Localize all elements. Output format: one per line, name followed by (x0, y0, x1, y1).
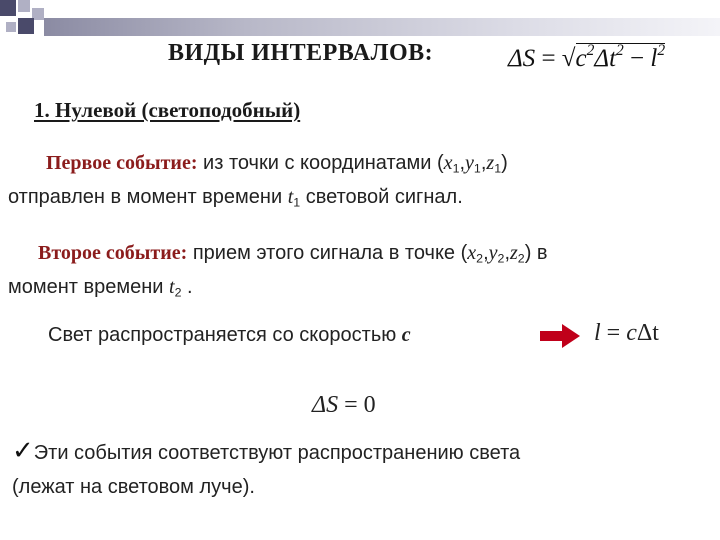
ds-symbol: ΔS (312, 392, 339, 418)
event2-y: y (488, 242, 498, 264)
path-c: c (626, 320, 637, 346)
event2-y-sub: 2 (497, 251, 505, 266)
event1-comma: , (459, 152, 466, 174)
header-decoration (0, 0, 720, 40)
event2-comma: , (483, 242, 489, 264)
event1-text2: отправлен в момент времени (8, 186, 288, 208)
ds-eq: = 0 (338, 392, 376, 418)
conclusion-line2: (лежат на световом луче). (12, 476, 255, 498)
event2-text1: прием этого сигнала в точке ( (187, 242, 468, 264)
event1-y: y (465, 152, 474, 174)
event2-close: ) (524, 242, 532, 264)
formula-l-exp: 2 (657, 42, 666, 59)
deco-square (18, 0, 30, 12)
deco-square (0, 0, 16, 16)
formula-eq: = (535, 44, 562, 72)
light-speed-line (48, 324, 411, 347)
right-arrow-icon (540, 324, 580, 348)
formula-l: l (650, 44, 658, 72)
event2-x: x (467, 242, 477, 264)
formula-c: c (575, 44, 587, 72)
event2-label: Второе событие: (38, 242, 188, 264)
check-mark-icon: ✓ (12, 436, 34, 466)
section-heading: 1. Нулевой (светоподобный) (34, 98, 301, 122)
event2-line2 (8, 276, 193, 300)
event1-x: x (443, 152, 453, 174)
light-text: Свет распространяется со скоростью (48, 324, 402, 346)
deco-square (18, 18, 34, 34)
sqrt-sign: √ (561, 44, 576, 72)
event2-x-sub: 2 (476, 251, 484, 266)
event2-z-sub: 2 (517, 251, 525, 266)
event1-text3: световой сигнал. (300, 186, 463, 208)
event1-y-sub: 1 (473, 161, 481, 176)
formula-ds: ΔS (508, 44, 536, 72)
event2-t-sub: 2 (174, 285, 182, 300)
event2-text1b: в (531, 242, 548, 264)
formula-minus: − (623, 44, 651, 72)
event1-line2 (8, 186, 463, 210)
event1-z: z (486, 152, 495, 174)
event1-z-sub: 1 (494, 161, 502, 176)
event2-t: t (169, 276, 175, 298)
deco-gradient-bar (44, 18, 720, 36)
zero-interval-formula (312, 392, 376, 419)
deco-square (6, 22, 16, 32)
light-c: c (401, 324, 411, 346)
path-formula (594, 320, 659, 347)
conclusion-text1: Эти события соответствуют распространению света (33, 442, 521, 464)
formula-t-exp: 2 (616, 42, 624, 59)
event2-text3: . (181, 276, 193, 298)
event1-close: ) (501, 152, 508, 174)
event2-line1 (38, 242, 548, 266)
conclusion-line1 (12, 436, 520, 466)
event1-label: Первое событие: (46, 152, 198, 174)
event1-text1: из точки с координатами ( (197, 152, 444, 174)
event2-text2: момент времени (8, 276, 170, 298)
event1-x-sub: 1 (452, 161, 460, 176)
event1-line1 (46, 152, 508, 176)
event2-z: z (510, 242, 518, 264)
event1-t: t (287, 186, 294, 208)
path-dt: Δt (636, 320, 659, 346)
path-eq: = (600, 320, 627, 346)
interval-formula (508, 42, 665, 73)
path-l: l (594, 320, 601, 346)
formula-c-exp: 2 (586, 42, 595, 59)
page-title: ВИДЫ ИНТЕРВАЛОВ: (168, 40, 434, 66)
formula-dt: Δt (594, 44, 617, 72)
event1-t-sub: 1 (293, 195, 301, 210)
event2-comma: , (504, 242, 510, 264)
event1-comma: , (480, 152, 487, 174)
